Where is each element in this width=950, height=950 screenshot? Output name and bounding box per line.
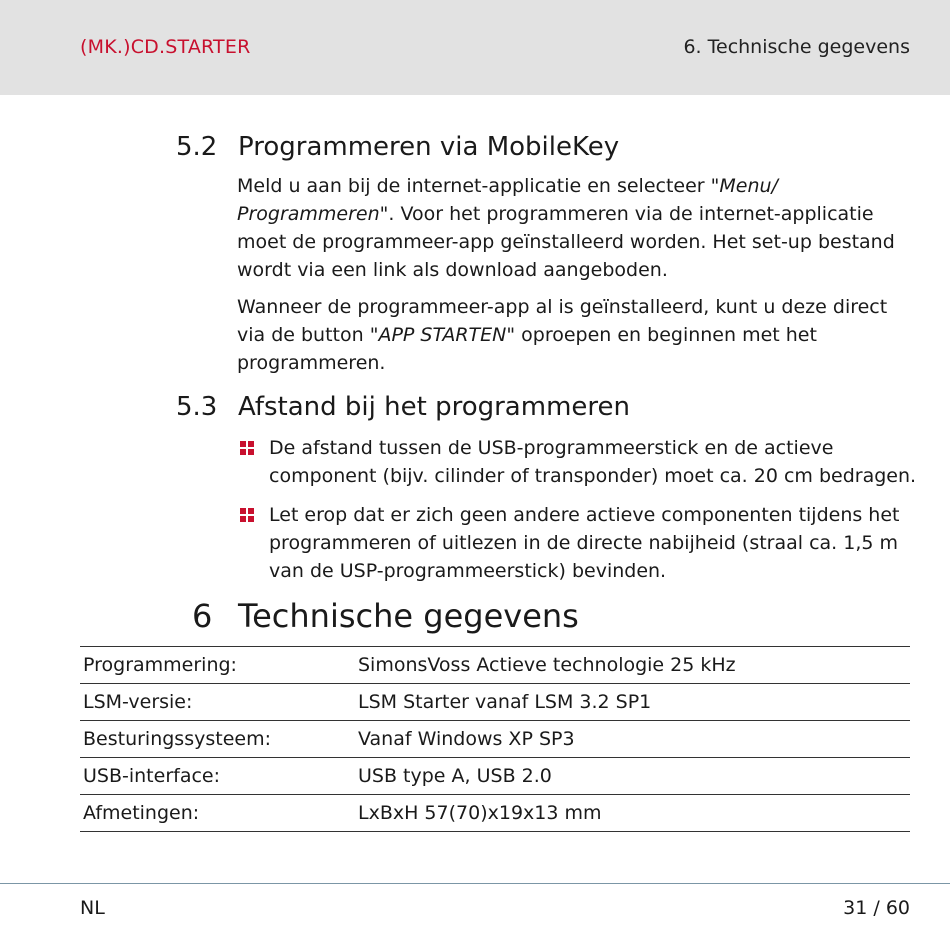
page-header — [0, 0, 950, 95]
chapter-number: 6 — [192, 597, 213, 635]
section-title: Afstand bij het programmeren — [238, 392, 630, 422]
specs-table — [80, 646, 910, 832]
text: Wanneer de programmeer-app al is geïnstalleerd, kunt u deze direct via de button — [237, 296, 888, 346]
spec-label: Programmering: — [80, 647, 355, 684]
spec-label: USB-interface: — [80, 758, 355, 795]
bullet-text: Let erop dat er zich geen andere actieve componenten tijdens het programmeren of uitlezen in de directe nabijheid (straal ca. 1,5 m van de USP-programmeerstick) bevinden. — [269, 504, 900, 582]
text: oproepen en beginnen met het programmeren. — [237, 324, 817, 374]
bullet-icon — [240, 508, 254, 522]
section-heading-5-3 — [176, 392, 630, 422]
section-number: 5.3 — [176, 392, 218, 422]
chapter-heading-6 — [192, 597, 579, 635]
spec-value: LSM Starter vanaf LSM 3.2 SP1 — [355, 684, 910, 721]
spec-label: Besturingssysteem: — [80, 721, 355, 758]
product-name: (MK.)CD.STARTER — [80, 36, 251, 58]
spec-value: Vanaf Windows XP SP3 — [355, 721, 910, 758]
footer-divider — [0, 883, 950, 884]
bullet-item — [240, 501, 920, 585]
bullet-icon — [240, 441, 254, 455]
text: Meld u aan bij de internet-applicatie en selecteer — [237, 175, 711, 197]
paragraph — [237, 172, 917, 284]
chapter-title: 6. Technische gegevens — [683, 36, 910, 58]
bullet-text: De afstand tussen de USB-programmeerstick en de actieve component (bijv. cilinder of transponder) moet ca. 20 cm bedragen. — [269, 437, 917, 487]
bullet-item — [240, 434, 920, 490]
table-row — [80, 647, 910, 684]
spec-label: LSM-versie: — [80, 684, 355, 721]
table-row — [80, 721, 910, 758]
text: . Voor het programmeren via de internet-applicatie moet de programmeer-app geïnstalleerd worden. Het set-up bestand wordt via een link als download aangeboden. — [237, 203, 895, 281]
section-heading-5-2 — [176, 132, 619, 162]
page-number: 31 / 60 — [843, 897, 910, 919]
table-row — [80, 758, 910, 795]
section-number: 5.2 — [176, 132, 218, 162]
spec-value: LxBxH 57(70)x19x13 mm — [355, 795, 910, 832]
table-row — [80, 684, 910, 721]
table-row — [80, 795, 910, 832]
chapter-title-heading: Technische gegevens — [238, 597, 579, 635]
menu-path: "Menu/ Programmeren" — [237, 175, 778, 225]
section-title: Programmeren via MobileKey — [238, 132, 620, 162]
footer-language: NL — [80, 897, 105, 919]
button-reference: "APP STARTEN" — [369, 324, 516, 346]
spec-value: USB type A, USB 2.0 — [355, 758, 910, 795]
paragraph — [237, 293, 917, 377]
spec-value: SimonsVoss Actieve technologie 25 kHz — [355, 647, 910, 684]
spec-label: Afmetingen: — [80, 795, 355, 832]
